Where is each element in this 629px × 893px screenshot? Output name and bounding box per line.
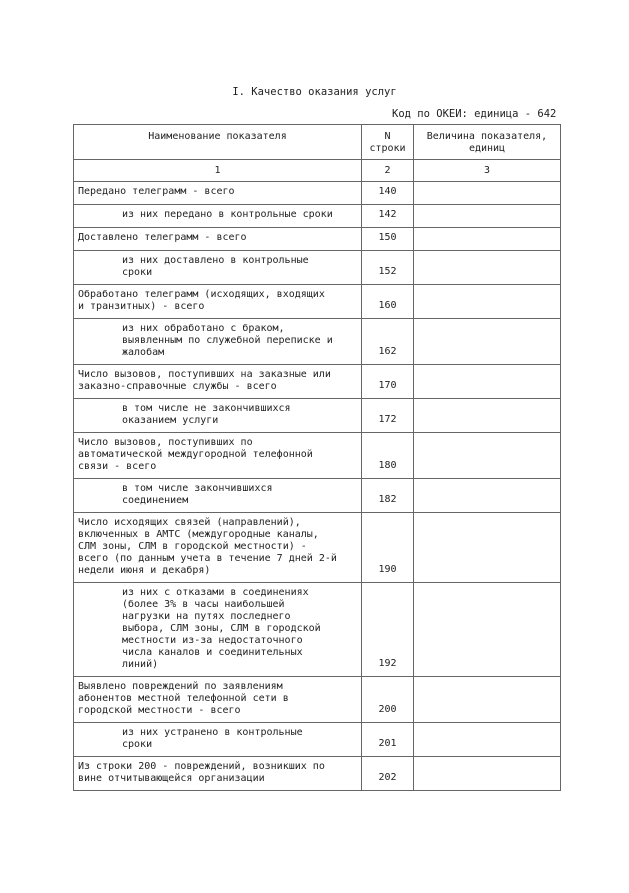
row-code-cell: 182 [362,479,414,513]
header-indicator-value: Величина показателя, единиц [414,125,561,160]
row-code-cell: 192 [362,583,414,677]
indicator-value-cell[interactable] [414,251,561,285]
indicator-name-cell: Из строки 200 - повреждений, возникших по вине отчитывающейся организации [74,757,362,791]
row-code-cell: 140 [362,182,414,205]
table-row [74,479,561,513]
table-row [74,399,561,433]
table-row [74,513,561,583]
table-row [74,205,561,228]
table-row [74,251,561,285]
row-code-cell: 200 [362,677,414,723]
row-code-cell: 180 [362,433,414,479]
indicator-name-cell: Число исходящих связей (направлений), включенных в АМТС (междугородные каналы, СЛМ зоны, СЛМ в городской местности) - всего (по данным учета в течение 7 дней 2-й недели июня и декабря) [74,513,362,583]
indicator-value-cell[interactable] [414,399,561,433]
table-row [74,677,561,723]
row-code-cell: 152 [362,251,414,285]
indicator-name-cell: Доставлено телеграмм - всего [74,228,362,251]
row-code-cell: 142 [362,205,414,228]
indicator-name-cell: Передано телеграмм - всего [74,182,362,205]
indicator-name-cell: из них доставлено в контрольные сроки [74,251,362,285]
row-code-cell: 160 [362,285,414,319]
row-code-cell: 202 [362,757,414,791]
indicator-value-cell[interactable] [414,723,561,757]
table-header-row [74,125,561,160]
table-row [74,723,561,757]
indicator-value-cell[interactable] [414,205,561,228]
indicator-name-cell: из них обработано с браком, выявленным по служебной переписке и жалобам [74,319,362,365]
header-indicator-name: Наименование показателя [74,125,362,160]
table-row [74,365,561,399]
column-number-3: 3 [414,160,561,182]
column-number-2: 2 [362,160,414,182]
table-row [74,182,561,205]
indicator-value-cell[interactable] [414,433,561,479]
indicator-value-cell[interactable] [414,228,561,251]
indicator-name-cell: Число вызовов, поступивших по автоматической междугородной телефонной связи - всего [74,433,362,479]
table-row [74,285,561,319]
section-title: I. Качество оказания услуг [232,86,397,98]
indicator-value-cell[interactable] [414,182,561,205]
header-row-number: N строки [362,125,414,160]
row-code-cell: 201 [362,723,414,757]
table-row [74,319,561,365]
table-row [74,583,561,677]
column-number-row [74,160,561,182]
row-code-cell: 162 [362,319,414,365]
row-code-cell: 190 [362,513,414,583]
indicator-name-cell: из них передано в контрольные сроки [74,205,362,228]
indicator-value-cell[interactable] [414,677,561,723]
indicator-value-cell[interactable] [414,583,561,677]
table-row [74,433,561,479]
indicator-name-cell: из них устранено в контрольные сроки [74,723,362,757]
row-code-cell: 150 [362,228,414,251]
table-row [74,228,561,251]
indicator-name-cell: в том числе не закончившихся оказанием услуги [74,399,362,433]
indicator-name-cell: Обработано телеграмм (исходящих, входящих и транзитных) - всего [74,285,362,319]
indicator-name-cell: в том числе закончившихся соединением [74,479,362,513]
okei-code-label: Код по ОКЕИ: единица - 642 [392,108,557,120]
indicator-table [73,124,561,791]
indicator-value-cell[interactable] [414,365,561,399]
indicator-name-cell: Выявлено повреждений по заявлениям абонентов местной телефонной сети в городской местности - всего [74,677,362,723]
indicator-value-cell[interactable] [414,513,561,583]
column-number-1: 1 [74,160,362,182]
table-row [74,757,561,791]
indicator-name-cell: из них с отказами в соединениях (более 3% в часы наибольшей нагрузки на путях последнего выбора, СЛМ зоны, СЛМ в городской местности из-за недостаточного числа каналов и соединительных линий) [74,583,362,677]
indicator-value-cell[interactable] [414,757,561,791]
indicator-value-cell[interactable] [414,319,561,365]
indicator-value-cell[interactable] [414,285,561,319]
indicator-name-cell: Число вызовов, поступивших на заказные или заказно-справочные службы - всего [74,365,362,399]
row-code-cell: 170 [362,365,414,399]
indicator-value-cell[interactable] [414,479,561,513]
row-code-cell: 172 [362,399,414,433]
